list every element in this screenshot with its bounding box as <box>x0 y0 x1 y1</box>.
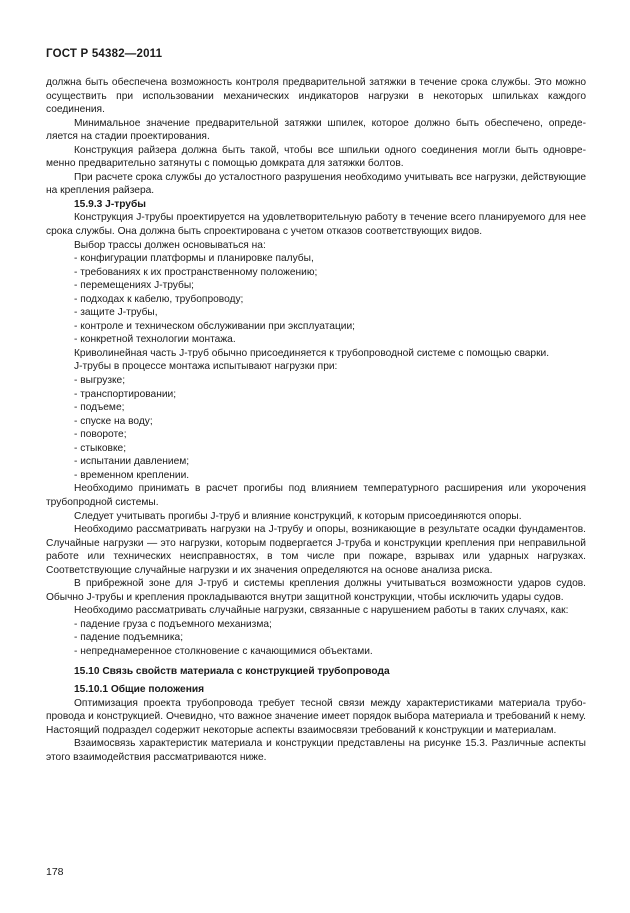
list-item: - конкретной технологии монтажа. <box>74 334 236 346</box>
list-item: - защите J-трубы, <box>74 307 158 319</box>
list-item: - спуске на воду; <box>74 415 153 427</box>
list-item: - подъеме; <box>74 402 125 414</box>
paragraph: При расчете срока службы до усталостного разрушения необходимо учитывать все нагрузки, действующие на крепления райзера. <box>46 171 586 197</box>
list-item: - непреднамеренное столкновение с качающимися объектами. <box>74 645 373 657</box>
list-item: - конфигурации платформы и планировке палубы, <box>74 253 314 265</box>
list-item: - подходах к кабелю, трубопроводу; <box>74 293 244 305</box>
paragraph: Конструкция райзера должна быть такой, чтобы все шпильки одного соединения могли быть одновременно предварительно затянуты с помощью домкрата для затяжки болтов. <box>46 144 586 170</box>
list-item: - падение подъемника; <box>74 632 184 644</box>
list-item: - контроле и техническом обслуживании при эксплуатации; <box>74 320 356 332</box>
section-heading-15-9-3: 15.9.3 J-трубы <box>74 198 146 210</box>
paragraph: Минимальное значение предварительной затяжки шпилек, которое должно быть обеспечено, определяется на стадии проектирования. <box>46 117 586 143</box>
page-body <box>46 76 586 764</box>
paragraph: Взаимосвязь характеристик материала и конструкции представлены на рисунке 15.3. Различные аспекты этого взаимодействия рассматриваются ниже. <box>46 738 586 763</box>
paragraph: J-трубы в процессе монтажа испытывают нагрузки при: <box>74 361 338 373</box>
section-heading-15-10: 15.10 Связь свойств материала с конструкцией трубопровода <box>74 665 390 677</box>
section-heading-15-10-1: 15.10.1 Общие положения <box>74 684 205 696</box>
paragraph: Оптимизация проекта трубопровода требует тесной связи между характеристиками материала трубопровода и конструкцией. Очевидно, что важное значение имеет порядок выбора материала и требований к нему. Настоящий подраздел содержит некоторые аспекты взаимосвязи требований к конструкции и материалам. <box>46 697 586 736</box>
paragraph: Конструкция J-трубы проектируется на удовлетворительную работу в течение всего планируемого для нее срока службы. Она должна быть спроектирована с учетом отказов соответствующих видов. <box>46 212 586 238</box>
list-item: - стыковке; <box>74 442 127 454</box>
paragraph: Необходимо рассматривать случайные нагрузки, связанные с нарушением работы в таких случаях, как: <box>74 605 569 617</box>
page-number: 178 <box>46 866 64 878</box>
paragraph: Следует учитывать прогибы J-труб и влияние конструкций, к которым присоединяются опоры. <box>74 510 522 522</box>
list-item: - испытании давлением; <box>74 456 190 468</box>
paragraph: Необходимо рассматривать нагрузки на J-трубу и опоры, возникающие в результате осадки фундаментов. Случайные нагрузки — это нагрузки, которым подвергается J-труба и конструкции крепления при неправильной работе или технических неисправностях, в том числе при пожаре, взрывах или ударных нагрузках. Соответствующие случайные нагрузки и их значения определяются на основе анализа риска. <box>46 524 586 576</box>
list-item: - перемещениях J-трубы; <box>74 280 194 292</box>
paragraph: должна быть обеспечена возможность контроля предварительной затяжки в течение срока службы. Это можно осуществить при использовании механических индикаторов нагрузки в некоторых шпильках каждого соединения. <box>46 77 586 116</box>
paragraph: Необходимо принимать в расчет прогибы под влиянием температурного расширения или укорочения трубопродной системы. <box>46 483 586 508</box>
list-item: - повороте; <box>74 429 127 441</box>
paragraph: Выбор трассы должен основываться на: <box>74 239 266 251</box>
list-item: - падение груза с подъемного механизма; <box>74 618 272 630</box>
paragraph: Криволинейная часть J-труб обычно присоединяется к трубопроводной системе с помощью сварки. <box>74 347 550 359</box>
list-item: - выгрузке; <box>74 375 126 387</box>
list-item: - транспортировании; <box>74 388 177 400</box>
list-item: - временном креплении. <box>74 469 190 481</box>
document-header: ГОСТ Р 54382—2011 <box>46 48 163 60</box>
list-item: - требованиях к их пространственному положению; <box>74 266 318 278</box>
paragraph: В прибрежной зоне для J-труб и системы крепления должны учитываться возможности ударов судов. Обычно J-трубы и крепления прокладываются внутри защитной конструкции, чтобы исключить удары судов. <box>46 578 586 603</box>
